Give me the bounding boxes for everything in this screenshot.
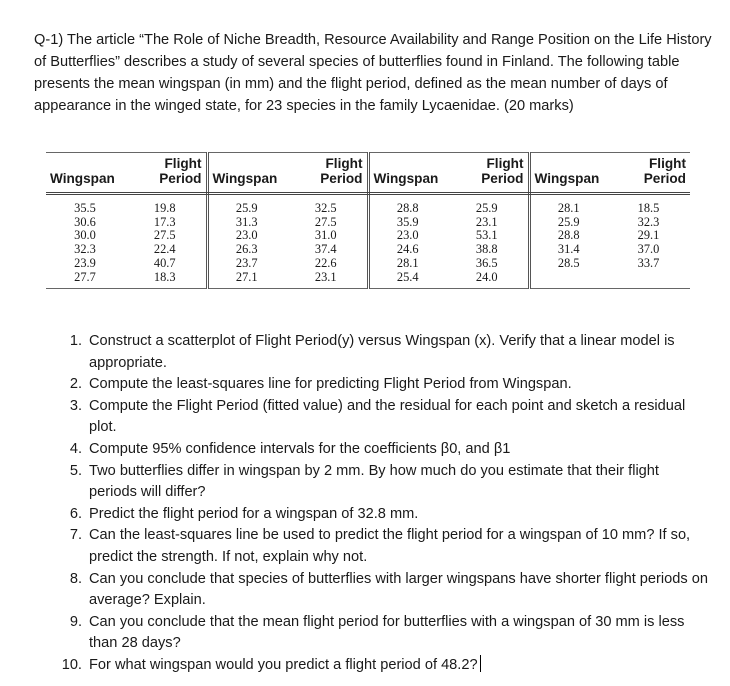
table-cell: 35.9 bbox=[396, 214, 419, 229]
table-cell: 37.4 bbox=[285, 243, 368, 257]
table-cell: 27.5 bbox=[124, 229, 207, 243]
table-cell: 28.5 bbox=[557, 255, 580, 270]
column-header-wingspan: Wingspan bbox=[368, 153, 446, 194]
table-cell: 27.5 bbox=[285, 216, 368, 230]
list-item bbox=[60, 504, 710, 526]
list-item bbox=[60, 569, 710, 612]
table-cell: 31.4 bbox=[557, 242, 580, 257]
column-header-wingspan: Wingspan bbox=[207, 153, 285, 194]
item-number: 10. bbox=[61, 656, 82, 673]
header-line-1: Flight bbox=[164, 156, 202, 171]
item-number: 2. bbox=[69, 376, 82, 393]
table-header-row bbox=[46, 153, 690, 194]
table-cell: 27.1 bbox=[207, 271, 285, 289]
table-cell: 32.3 bbox=[637, 214, 660, 229]
item-number: 7. bbox=[69, 527, 82, 544]
list-item bbox=[60, 525, 710, 568]
table-row bbox=[46, 216, 690, 230]
table-cell: 31.0 bbox=[285, 229, 368, 243]
table-cell: 38.8 bbox=[446, 243, 529, 257]
table-cell: 19.8 bbox=[124, 194, 207, 216]
table-cell: 33.7 bbox=[637, 255, 660, 270]
item-number: 6. bbox=[69, 505, 82, 522]
table-cell: 35.5 bbox=[74, 201, 96, 215]
table-cell: 23.1 bbox=[446, 216, 529, 230]
list-item bbox=[60, 612, 710, 655]
butterfly-data-table bbox=[46, 152, 690, 297]
item-number: 5. bbox=[69, 462, 82, 479]
header-line-2: Period bbox=[481, 171, 524, 186]
table-cell: 18.5 bbox=[637, 201, 660, 215]
table-cell: 28.8 bbox=[396, 201, 419, 215]
table-cell: 28.8 bbox=[557, 228, 580, 243]
item-text: Compute 95% confidence intervals for the coefficients β0, and β1 bbox=[89, 440, 511, 457]
table-cell: 26.3 bbox=[235, 242, 258, 257]
column-header-flight-period bbox=[607, 153, 690, 194]
item-number: 8. bbox=[69, 570, 82, 587]
table-cell: 25.9 bbox=[235, 201, 258, 215]
list-item bbox=[60, 396, 710, 439]
table-cell: 27.7 bbox=[46, 271, 124, 289]
header-line-1: Flight bbox=[325, 156, 363, 171]
table-cell: 30.6 bbox=[74, 214, 96, 229]
table-cell: 23.9 bbox=[74, 255, 96, 270]
header-line-2: Period bbox=[320, 171, 363, 186]
table-cell: 40.7 bbox=[124, 257, 207, 271]
list-item bbox=[60, 331, 710, 374]
table-cell: 32.5 bbox=[285, 194, 368, 216]
header-line-2: Period bbox=[159, 171, 202, 186]
item-text: Can you conclude that species of butterflies with larger wingspans have shorter flight periods on average? Explain. bbox=[89, 570, 708, 609]
table-cell: 32.3 bbox=[74, 242, 96, 257]
table-cell: 28.1 bbox=[557, 201, 580, 215]
table-row bbox=[46, 271, 690, 289]
table-cell: 24.6 bbox=[396, 242, 419, 257]
column-header-flight-period bbox=[446, 153, 529, 194]
table-cell: 53.1 bbox=[446, 229, 529, 243]
list-item bbox=[60, 374, 710, 396]
item-text: Predict the flight period for a wingspan of 32.8 mm. bbox=[89, 505, 419, 522]
table-row bbox=[46, 194, 690, 216]
table-cell: 22.4 bbox=[124, 243, 207, 257]
column-header-flight-period bbox=[285, 153, 368, 194]
column-header-flight-period bbox=[124, 153, 207, 194]
item-text: Construct a scatterplot of Flight Period(y) versus Wingspan (x). Verify that a linear model is appropriate. bbox=[89, 333, 675, 371]
item-number: 3. bbox=[69, 397, 82, 414]
item-text: For what wingspan would you predict a flight period of 48.2? bbox=[89, 656, 478, 673]
table-row bbox=[46, 243, 690, 257]
table-cell: 17.3 bbox=[124, 216, 207, 230]
item-number: 1. bbox=[69, 333, 82, 349]
table-cell: 36.5 bbox=[446, 257, 529, 271]
table-cell: 25.9 bbox=[446, 194, 529, 216]
table-cell: 24.0 bbox=[446, 271, 529, 289]
column-header-wingspan: Wingspan bbox=[46, 153, 124, 194]
table-cell: 31.3 bbox=[235, 214, 258, 229]
table-cell: 23.0 bbox=[235, 228, 258, 243]
table-cell: 23.0 bbox=[396, 228, 419, 243]
table-cell: 30.0 bbox=[74, 228, 96, 243]
header-line-1: Flight bbox=[486, 156, 524, 171]
question-list bbox=[60, 331, 710, 677]
item-number: 4. bbox=[69, 440, 82, 457]
list-item bbox=[60, 461, 710, 504]
table-cell bbox=[529, 271, 607, 289]
item-text: Can the least-squares line be used to predict the flight period for a wingspan of 10 mm? If so, predict the strength. If not, explain why not. bbox=[89, 527, 691, 565]
table-cell: 18.3 bbox=[124, 271, 207, 289]
header-line-1: Flight bbox=[649, 156, 686, 171]
table-cell: 23.1 bbox=[285, 271, 368, 289]
item-text: Can you conclude that the mean flight period for butterflies with a wingspan of 30 mm is less than 28 days? bbox=[89, 613, 685, 652]
table-cell bbox=[607, 271, 690, 289]
item-text: Compute the least-squares line for predicting Flight Period from Wingspan. bbox=[89, 376, 572, 393]
item-text: Two butterflies differ in wingspan by 2 mm. By how much do you estimate that their flight periods will differ? bbox=[89, 462, 659, 501]
list-item bbox=[60, 439, 710, 461]
item-text: Compute the Flight Period (fitted value) and the residual for each point and sketch a residual plot. bbox=[89, 397, 686, 436]
list-item bbox=[60, 655, 710, 677]
column-header-wingspan: Wingspan bbox=[529, 153, 607, 194]
table-cell: 23.7 bbox=[235, 255, 258, 270]
table-row bbox=[46, 257, 690, 271]
data-table bbox=[46, 152, 690, 289]
table-cell: 25.9 bbox=[557, 214, 580, 229]
text-cursor[interactable] bbox=[480, 655, 481, 672]
table-cell: 37.0 bbox=[637, 242, 660, 257]
table-cell: 22.6 bbox=[285, 257, 368, 271]
item-number: 9. bbox=[69, 613, 82, 630]
table-row bbox=[46, 229, 690, 243]
table-cell: 28.1 bbox=[396, 255, 419, 270]
table-cell: 29.1 bbox=[637, 228, 660, 243]
table-cell: 25.4 bbox=[368, 271, 446, 289]
question-intro: Q-1) The article “The Role of Niche Breadth, Resource Availability and Range Position on the Life History of Butterflies” describes a study of several species of butterflies found in Finland. The following table presents the mean wingspan (in mm) and the flight period, defined as the mean number of days of appearance in the winged state, for 23 species in the family Lycaenidae. (20 marks) bbox=[34, 31, 712, 115]
header-line-2: Period bbox=[643, 171, 686, 186]
